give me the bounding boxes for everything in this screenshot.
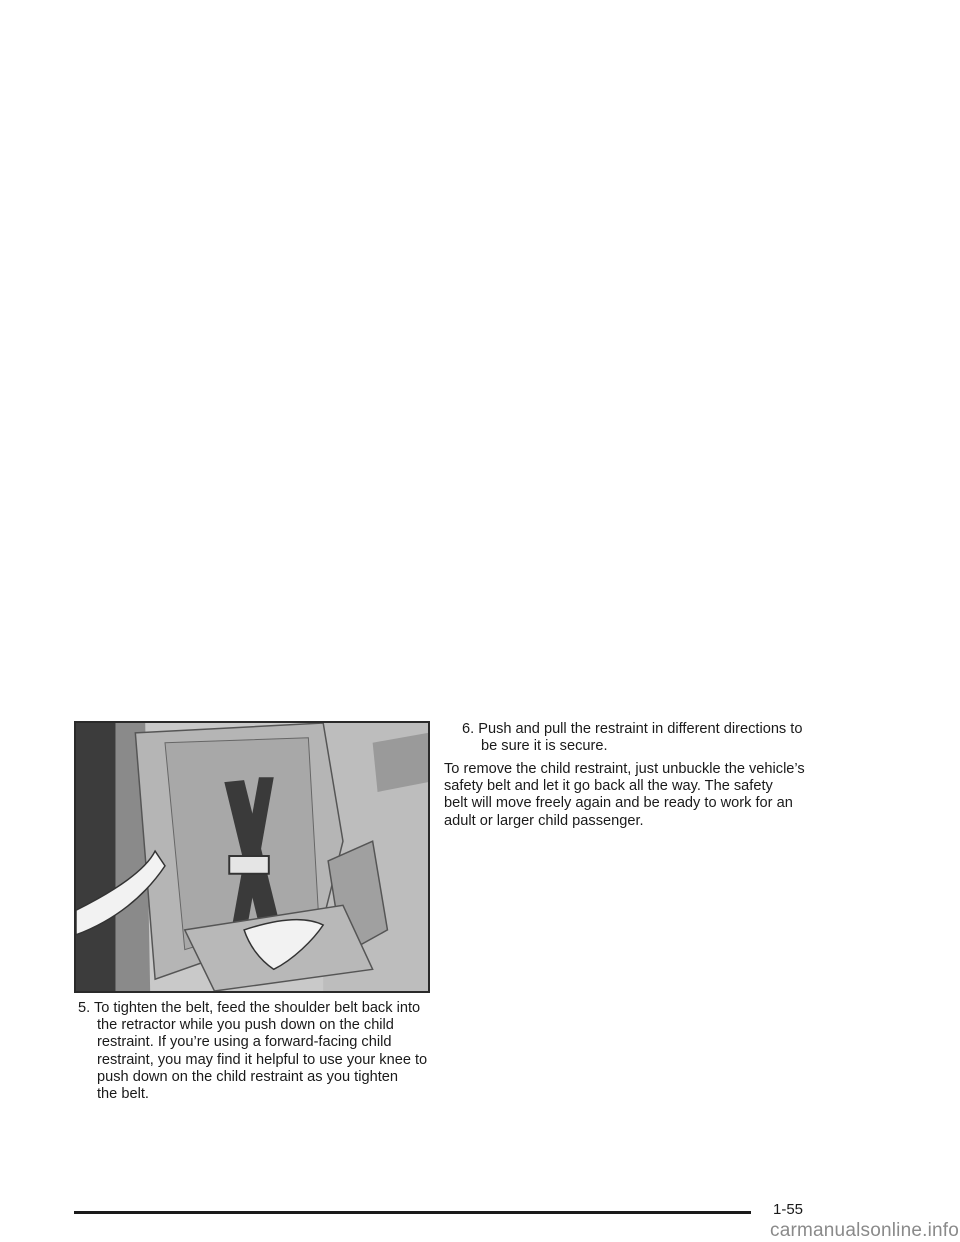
footer-rule [74, 1211, 751, 1214]
page-number: 1-55 [773, 1201, 804, 1218]
child-restraint-illustration [74, 721, 430, 993]
remove-restraint-paragraph: To remove the child restraint, just unbuckle the vehicle’s safety belt and let it go back all the way. The safety belt will move freely again and be ready to work for an adult or larger child passenger. [444, 761, 805, 829]
child-seat-drawing [76, 723, 428, 991]
watermark: carmanualsonline.info [770, 1220, 960, 1241]
step-6-text: 6. Push and pull the restraint in different directions to be sure it is secure. [462, 721, 803, 755]
step-5-text: 5. To tighten the belt, feed the shoulder belt back into the retractor while you push down on the child restraint. If you’re using a forward-facing child restraint, you may find it helpful to use your knee to push down on the child restraint as you tighten the belt. [78, 1000, 428, 1103]
